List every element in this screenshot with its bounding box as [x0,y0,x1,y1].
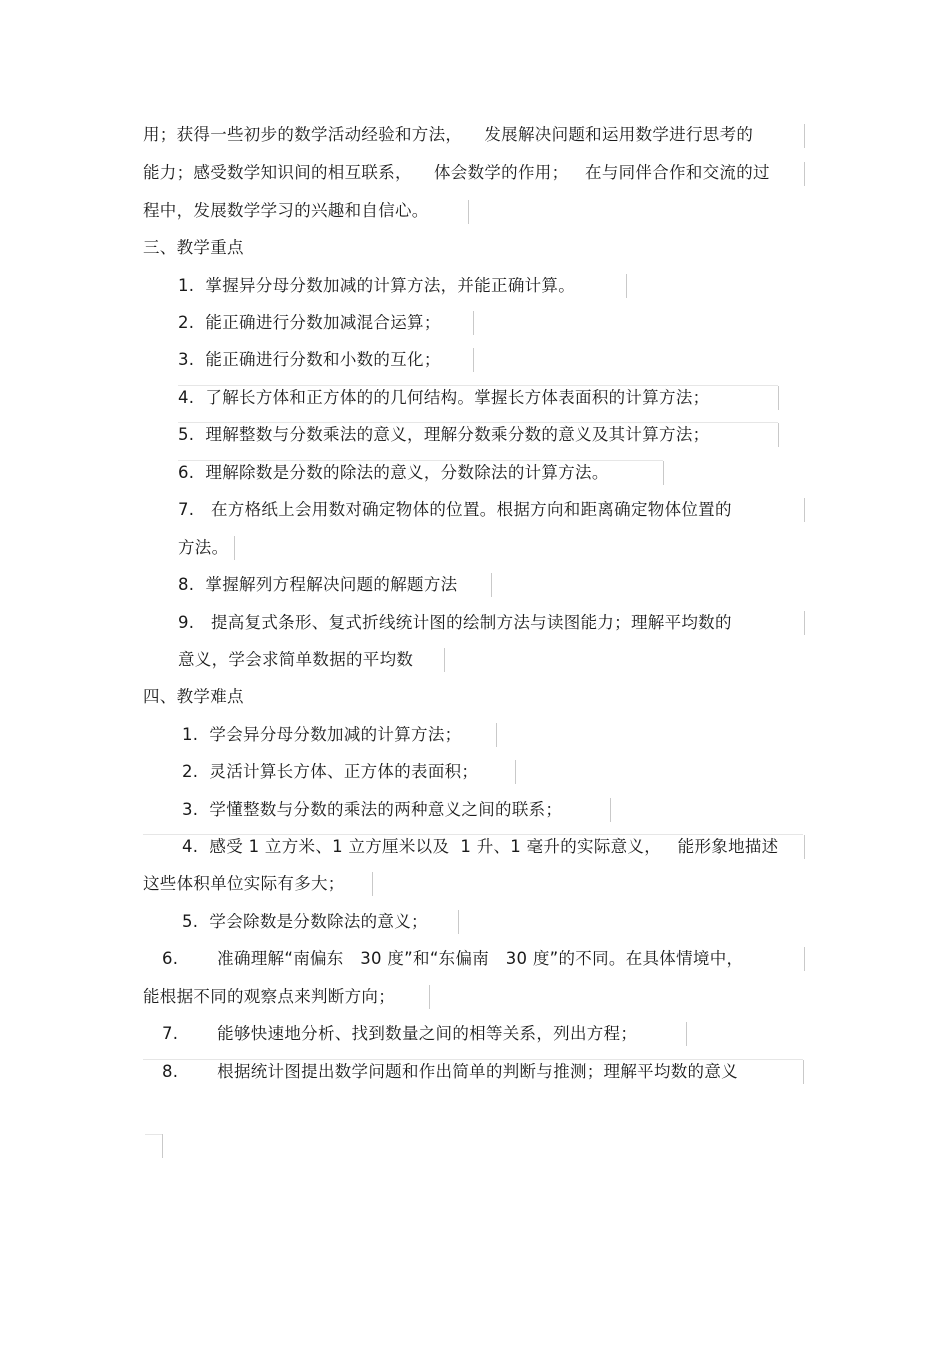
intro-line-1: 用；获得一些初步的数学活动经验和方法， 发展解决问题和运用数学进行思考的 [143,125,754,144]
line-marker [473,311,474,335]
list-item: 4. 感受 1 立方米、1 立方厘米以及 1 升、1 毫升的实际意义， 能形象地描述 [182,837,779,856]
line-marker [178,460,663,461]
list-item-continuation: 方法。 [178,538,229,557]
list-item: 8. 掌握解列方程解决问题的解题方法 [178,575,458,594]
line-marker [458,910,459,934]
line-marker [143,1059,803,1060]
line-marker [686,1022,687,1046]
line-marker [178,385,778,386]
list-item: 1. 学会异分母分数加减的计算方法； [182,725,462,744]
line-marker [491,573,492,597]
list-item: 6. 准确理解“南偏东 30 度”和“东偏南 30 度”的不同。在具体情境中， [162,949,744,968]
line-marker [804,162,805,186]
line-marker [372,872,373,896]
line-marker [429,985,430,1009]
list-item: 2. 灵活计算长方体、正方体的表面积； [182,762,479,781]
list-item: 4. 了解长方体和正方体的的几何结构。掌握长方体表面积的计算方法； [178,388,710,407]
line-marker [804,947,805,971]
section-heading-difficulties: 四、教学难点 [143,687,244,706]
list-item: 7. 在方格纸上会用数对确定物体的位置。根据方向和距离确定物体位置的 [178,500,732,519]
intro-line-3: 程中，发展数学学习的兴趣和自信心。 [143,201,429,220]
list-item-continuation: 这些体积单位实际有多大； [143,874,345,893]
line-marker [496,723,497,747]
list-item: 3. 能正确进行分数和小数的互化； [178,350,441,369]
line-marker [804,835,805,859]
list-item: 3. 学懂整数与分数的乘法的两种意义之间的联系； [182,800,563,819]
line-marker [626,274,627,298]
line-marker [234,536,235,560]
list-item: 5. 理解整数与分数乘法的意义，理解分数乘分数的意义及其计算方法； [178,425,710,444]
list-item: 7. 能够快速地分析、找到数量之间的相等关系，列出方程； [162,1024,638,1043]
line-marker [143,834,803,835]
line-marker [804,124,805,148]
line-marker [804,611,805,635]
list-item: 5. 学会除数是分数除法的意义； [182,912,428,931]
line-marker [145,1134,162,1135]
list-item-continuation: 意义，学会求简单数据的平均数 [178,650,414,669]
list-item: 2. 能正确进行分数加减混合运算； [178,313,441,332]
list-item: 6. 理解除数是分数的除法的意义，分数除法的计算方法。 [178,463,609,482]
line-marker [778,423,779,447]
line-marker [610,798,611,822]
line-marker [803,1060,804,1084]
line-marker [473,348,474,372]
line-marker [468,200,469,224]
line-marker [444,648,445,672]
list-item-continuation: 能根据不同的观察点来判断方向； [143,987,395,1006]
list-item: 9. 提高复式条形、复式折线统计图的绘制方法与读图能力；理解平均数的 [178,613,732,632]
list-item: 1. 掌握异分母分数加减的计算方法，并能正确计算。 [178,276,576,295]
line-marker [515,760,516,784]
section-heading-key-points: 三、教学重点 [143,238,244,257]
line-marker [178,422,778,423]
intro-line-2: 能力；感受数学知识间的相互联系， 体会数学的作用； 在与同伴合作和交流的过 [143,163,770,182]
line-marker [663,461,664,485]
line-marker [162,1134,163,1158]
list-item: 8. 根据统计图提出数学问题和作出简单的判断与推测；理解平均数的意义 [162,1062,738,1081]
line-marker [804,498,805,522]
line-marker [778,386,779,410]
